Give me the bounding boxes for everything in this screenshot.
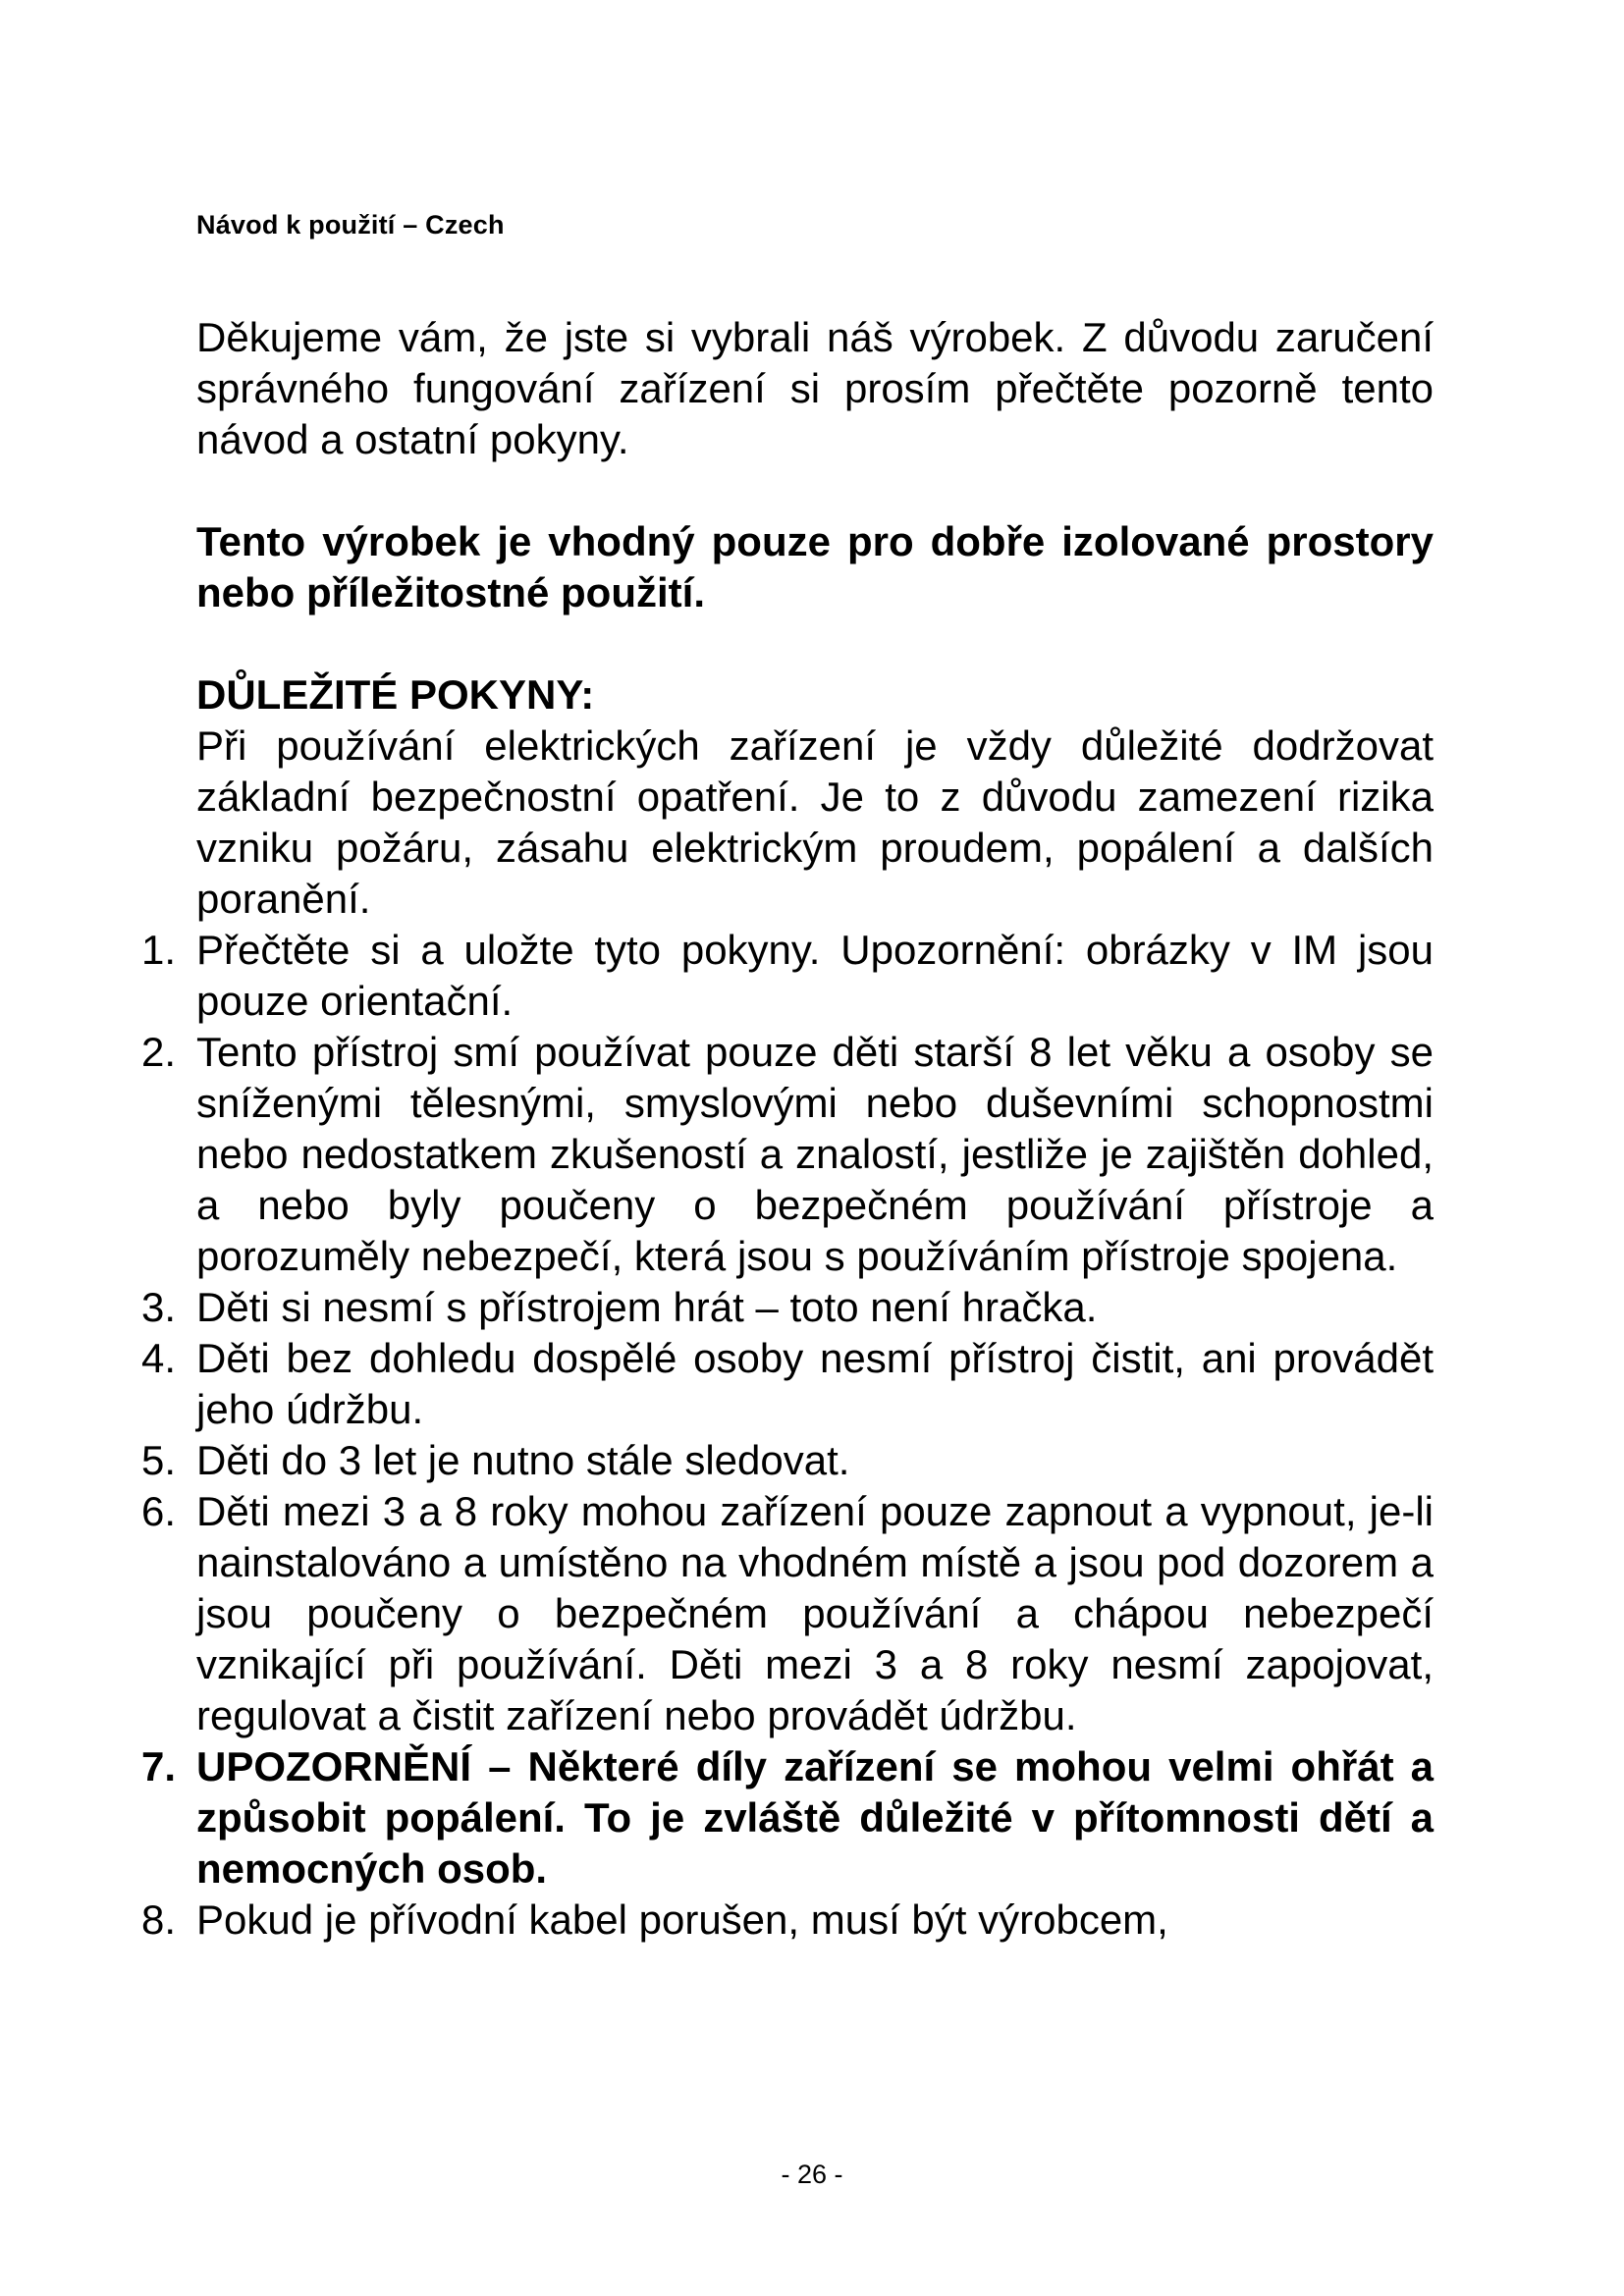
list-item	[141, 925, 1434, 1027]
warning-paragraph: Tento výrobek je vhodný pouze pro dobře izolované prostory nebo příležitostné použití.	[196, 518, 1434, 615]
list-item-text: Děti bez dohledu dospělé osoby nesmí přístroj čistit, ani provádět jeho údržbu.	[196, 1335, 1434, 1432]
page-number: - 26 -	[781, 2160, 843, 2189]
list-item	[141, 1282, 1434, 1333]
important-paragraph: Při používání elektrických zařízení je vždy důležité dodržovat základní bezpečnostní opatření. Je to z důvodu zamezení rizika vzniku požáru, zásahu elektrickým proudem, popálení a dalších poranění.	[196, 722, 1434, 922]
list-item-number: 7.	[141, 1743, 177, 1789]
list-item-number: 8.	[141, 1896, 177, 1943]
list-item-text: Děti do 3 let je nutno stále sledovat.	[196, 1437, 850, 1483]
list-item-text: Přečtěte si a uložte tyto pokyny. Upozornění: obrázky v IM jsou pouze orientační.	[196, 927, 1434, 1024]
page-header: Návod k použití – Czech	[196, 210, 505, 240]
list-item	[141, 1333, 1434, 1435]
list-item-text: Děti si nesmí s přístrojem hrát – toto není hračka.	[196, 1284, 1098, 1330]
list-item	[141, 1027, 1434, 1282]
list-item-number: 1.	[141, 927, 177, 973]
important-heading: DŮLEŽITÉ POKYNY:	[196, 671, 595, 718]
instructions-list	[141, 925, 1434, 1946]
list-item-text: UPOZORNĚNÍ – Některé díly zařízení se mohou velmi ohřát a způsobit popálení. To je zvláště důležité v přítomnosti dětí a nemocných osob.	[196, 1743, 1434, 1892]
list-item-number: 2.	[141, 1029, 177, 1075]
list-item-text: Tento přístroj smí používat pouze děti starší 8 let věku a osoby se sníženými tělesnými, smyslovými nebo duševními schopnostmi nebo nedostatkem zkušeností a znalostí, jestliže je zajištěn dohled, a nebo byly poučeny o bezpečném používání přístroje a porozuměly nebezpečí, která jsou s používáním přístroje spojena.	[196, 1029, 1434, 1279]
list-item-text: Pokud je přívodní kabel porušen, musí být výrobcem,	[196, 1896, 1168, 1943]
list-item-warning	[141, 1741, 1434, 1895]
intro-paragraph: Děkujeme vám, že jste si vybrali náš výrobek. Z důvodu zaručení správného fungování zařízení si prosím přečtěte pozorně tento návod a ostatní pokyny.	[196, 314, 1434, 462]
list-item-text: Děti mezi 3 a 8 roky mohou zařízení pouze zapnout a vypnout, je-li nainstalováno a umístěno na vhodném místě a jsou pod dozorem a jsou poučeny o bezpečném používání a chápou nebezpečí vznikající při používání. Děti mezi 3 a 8 roky nesmí zapojovat, regulovat a čistit zařízení nebo provádět údržbu.	[196, 1488, 1434, 1738]
list-item	[141, 1435, 1434, 1486]
list-item-number: 4.	[141, 1335, 177, 1381]
list-item-number: 6.	[141, 1488, 177, 1534]
list-item	[141, 1895, 1434, 1946]
list-item-number: 5.	[141, 1437, 177, 1483]
list-item	[141, 1486, 1434, 1741]
list-item-number: 3.	[141, 1284, 177, 1330]
page-content	[141, 312, 1434, 1946]
